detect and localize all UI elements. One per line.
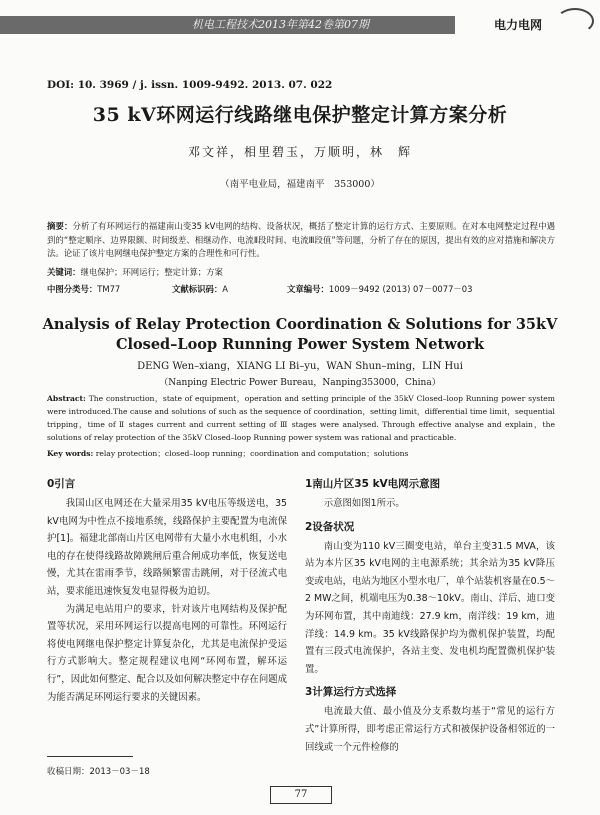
brand-logo-arc: [556, 8, 594, 34]
abstract-en-label: Abstract:: [47, 394, 86, 403]
keywords-cn-label: 关键词：: [47, 267, 81, 277]
keywords-cn-text: 继电保护；环网运行；整定计算；方案: [80, 267, 223, 277]
abstract-cn: [47, 220, 555, 261]
paper-title-en-line2: Closed–Loop Running Power System Network: [115, 336, 485, 353]
section-1-paragraph: 示意图如图1所示。: [323, 498, 405, 509]
section-heading-1: 1南山片区35 kV电网示意图: [305, 478, 441, 490]
paper-title-en-line1: Analysis of Relay Protection Coordination & Solutions for 35kV: [42, 316, 558, 333]
keywords-cn: [47, 266, 223, 278]
section-3-paragraph: 电流最大值、最小值及分支系数均基于“常见的运行方式”计算所得，即考虑正常运行方式和被保护设备相邻近的一回线或一个元件检修的: [305, 706, 555, 753]
received-value: 2013－03－18: [89, 767, 150, 777]
footnote-divider: [47, 756, 133, 757]
authors-cn: 邓文祥，相里碧玉，万顺明，林 辉: [187, 145, 412, 159]
journal-header: [0, 6, 600, 38]
journal-name: 机电工程技术2013年第42卷第07期: [0, 16, 455, 34]
body-column-left: [47, 470, 287, 706]
section-heading-3: 3计算运行方式选择: [305, 686, 397, 699]
doi: DOI: 10. 3969 / j. issn. 1009-9492. 2013. 07. 022: [47, 79, 333, 91]
page-number: 77: [270, 786, 332, 804]
received-label: 收稿日期：: [47, 767, 90, 777]
keywords-en: [47, 448, 408, 459]
paper-title-en: [0, 315, 600, 355]
column-brand: 电力电网: [494, 18, 543, 32]
section-2-paragraph: 南山变为110 kV三圈变电站，单台主变31.5 MVA，该站为本片区35 kV电网的主电源系统；其余站为35 kV降压变或电站，电站为地区小型水电厂，单个站装机容量在0.5～2 MW之间，机端电压为0.38～10kV。南山、洋后、迪口变为环网布置，其中南迪线：27.9 km，南洋线：19 km，迪洋线：14.9 km。35 kV线路保护均为微机保护装置，均配置有三段式电流保护，各站主变、发电机均配置微机保护装置。: [305, 540, 555, 675]
clc-number: 中图分类号：TM77: [47, 284, 121, 294]
abstract-en-text: The construction，state of equipment，operation and setting principle of the 35kV Closed–loop Running power system were introduced.The cause and solutions of such as the sequence of coordination，setting limit，differential time limit，sequential tripping，time of Ⅱ stages current and current setting of Ⅲ stages were analysed. Through effective analyse and explain，the solutions of relay protection of the 35kV Closed–loop Running power system was rational and practicable.: [47, 394, 555, 442]
abstract-cn-text: 分析了有环网运行的福建南山变35 kV电网的结构、设备状况，概括了整定计算的运行方式、主要原则。在对本电网整定过程中遇到的“整定顺序、边界限额、时间级差、相继动作、电流Ⅱ段时间、电流Ⅲ段值”等问题，分析了存在的原因，提出有效的应对措施和解决方法。论证了该片电网继电保护整定方案的合理性和可行性。: [47, 221, 555, 258]
keywords-en-text: relay protection；closed–loop running；coordination and computation；solutions: [95, 449, 409, 458]
section-heading-2: 2设备状况: [305, 520, 355, 533]
affiliation-cn: （南平电业局，福建南平 353000）: [220, 179, 380, 190]
intro-paragraph-2: 为满足电站用户的要求，针对该片电网结构及保护配置等状况，采用环网运行以提高电网的可靠性。环网运行将使电网继电保护整定计算复杂化，尤其是电流保护受运行方式影响大。整定规程建议电网“环网布置，解环运行”，因此如何整定、配合以及如何解决整定中存在问题成为能否满足环网运行要求的关键因素。: [47, 603, 287, 703]
keywords-en-label: Key words:: [47, 449, 94, 458]
document-code: 文献标识码：A: [172, 284, 228, 294]
intro-paragraph-1: 我国山区电网还在大量采用35 kV电压等级送电，35 kV电网为中性点不接地系统，线路保护主要配置为电流保护[1]。福建北部南山片区电网带有大量小水电机组，小水电的存在使得线路故障跳闸后重合闸成功率低，恢复送电慢，尤其在雷雨季节，线路频繁雷击跳闸，对于径流式电站，要求能迅速恢复发电显得极为迫切。: [47, 498, 287, 597]
paper-title-cn: 35 kV环网运行线路继电保护整定计算方案分析: [92, 104, 508, 126]
authors-en: DENG Wen–xiang，XIANG LI Bi–yu，WAN Shun–ming，LIN Hui: [137, 361, 463, 372]
abstract-en: [47, 392, 555, 444]
section-heading-intro: 0引言: [47, 478, 76, 490]
article-number: 文章编号：1009－9492 (2013) 07－0077－03: [287, 284, 473, 294]
received-date: [47, 765, 150, 777]
body-column-right: [305, 470, 555, 756]
abstract-cn-label: 摘要：: [47, 221, 73, 231]
affiliation-en: （Nanping Electric Power Bureau，Nanping353000，China）: [159, 378, 441, 388]
